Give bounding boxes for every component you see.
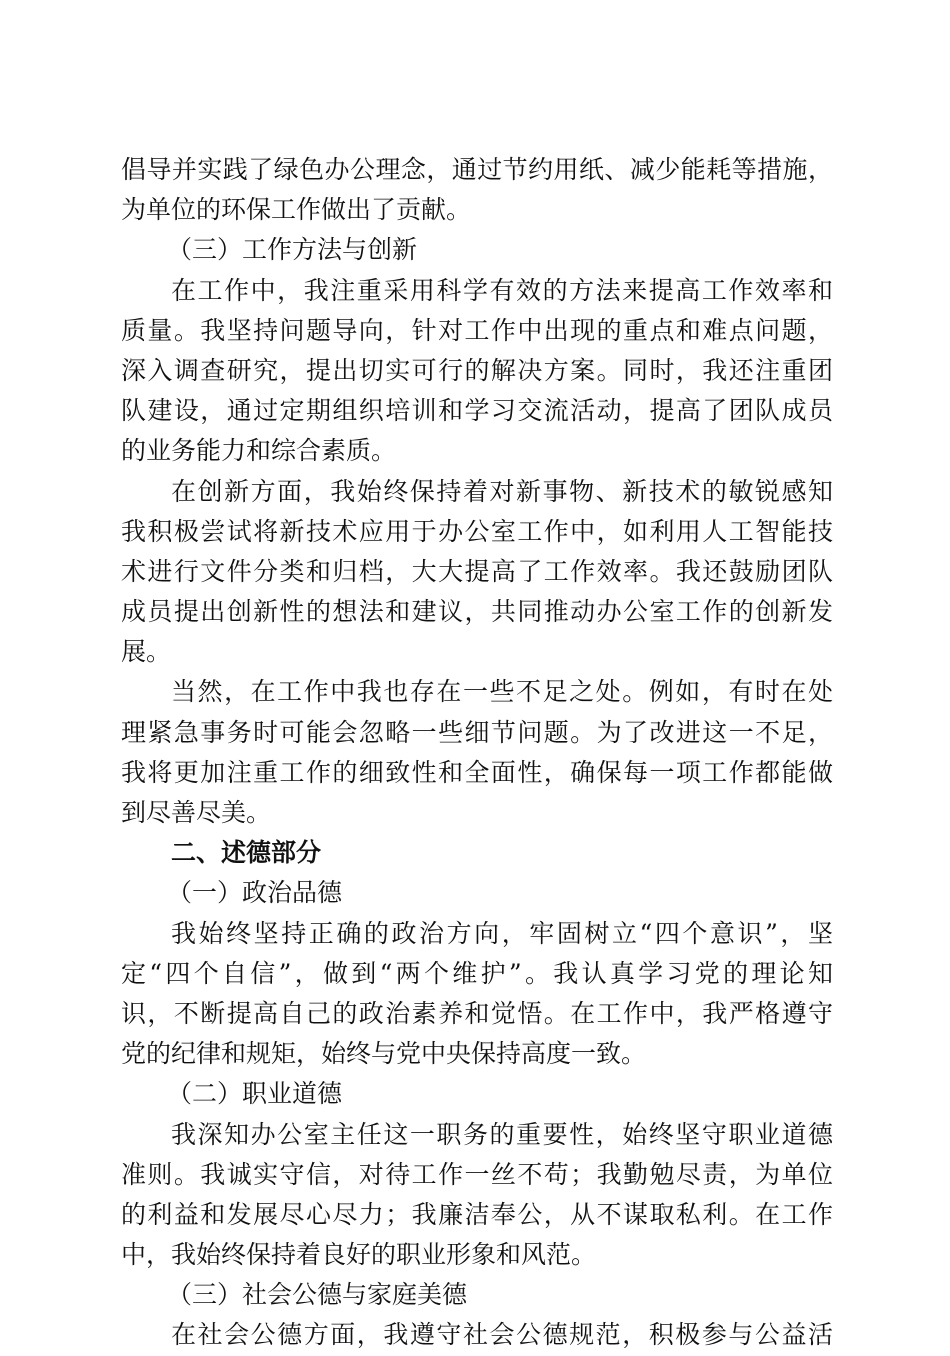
text-line: 党的纪律和规矩，始终与党中央保持高度一致。 [121, 1039, 647, 1069]
text-line: 的业务能力和综合素质。 [121, 436, 397, 466]
text-line: 深入调查研究，提出切实可行的解决方案。同时，我还注重团 [121, 355, 833, 385]
subsection-heading: （一）政治品德 [167, 878, 343, 908]
text-line: 我深知办公室主任这一职务的重要性，始终坚守职业道德 [171, 1119, 833, 1149]
subsection-heading: （二）职业道德 [167, 1079, 343, 1109]
text-line: 倡导并实践了绿色办公理念，通过节约用纸、减少能耗等措施， [121, 155, 833, 184]
text-line: 队建设，通过定期组织培训和学习交流活动，提高了团队成员 [121, 396, 833, 426]
text-line: 当然，在工作中我也存在一些不足之处。例如，有时在处 [171, 677, 833, 707]
text-line: 我始终坚持正确的政治方向，牢固树立“四个意识”，坚 [171, 918, 833, 948]
text-line: 在社会公德方面，我遵守社会公德规范，积极参与公益活 [171, 1320, 833, 1350]
text-line: 在工作中，我注重采用科学有效的方法来提高工作效率和 [171, 275, 833, 305]
text-line: 定“四个自信”，做到“两个维护”。我认真学习党的理论知 [121, 958, 833, 988]
text-line: 到尽善尽美。 [121, 798, 272, 827]
subsection-heading: （三）社会公德与家庭美德 [167, 1280, 468, 1310]
text-line: 为单位的环保工作做出了贡献。 [121, 195, 472, 225]
text-line: 的利益和发展尽心尽力；我廉洁奉公，从不谋取私利。在工作 [121, 1199, 833, 1229]
text-line: 理紧急事务时可能会忽略一些细节问题。为了改进这一不足， [121, 717, 833, 747]
text-line: 成员提出创新性的想法和建议，共同推动办公室工作的创新发 [121, 597, 833, 627]
text-line: 质量。我坚持问题导向，针对工作中出现的重点和难点问题， [121, 315, 833, 345]
text-line: 识，不断提高自己的政治素养和觉悟。在工作中，我严格遵守 [121, 998, 833, 1028]
section-heading: 二、述德部分 [171, 838, 322, 868]
text-line: 展。 [121, 637, 172, 667]
text-line: 中，我始终保持着良好的职业形象和风范。 [121, 1240, 597, 1270]
text-line: 我积极尝试将新技术应用于办公室工作中，如利用人工智能技 [121, 516, 833, 546]
text-line: 术进行文件分类和归档，大大提高了工作效率。我还鼓励团队 [121, 556, 833, 586]
text-line: 准则。我诚实守信，对待工作一丝不苟；我勤勉尽责，为单位 [121, 1159, 833, 1189]
subsection-heading: （三）工作方法与创新 [167, 235, 418, 265]
text-line: 在创新方面，我始终保持着对新事物、新技术的敏锐感知 [171, 476, 833, 506]
text-line: 我将更加注重工作的细致性和全面性，确保每一项工作都能做 [121, 757, 833, 787]
document-page [121, 150, 833, 1356]
